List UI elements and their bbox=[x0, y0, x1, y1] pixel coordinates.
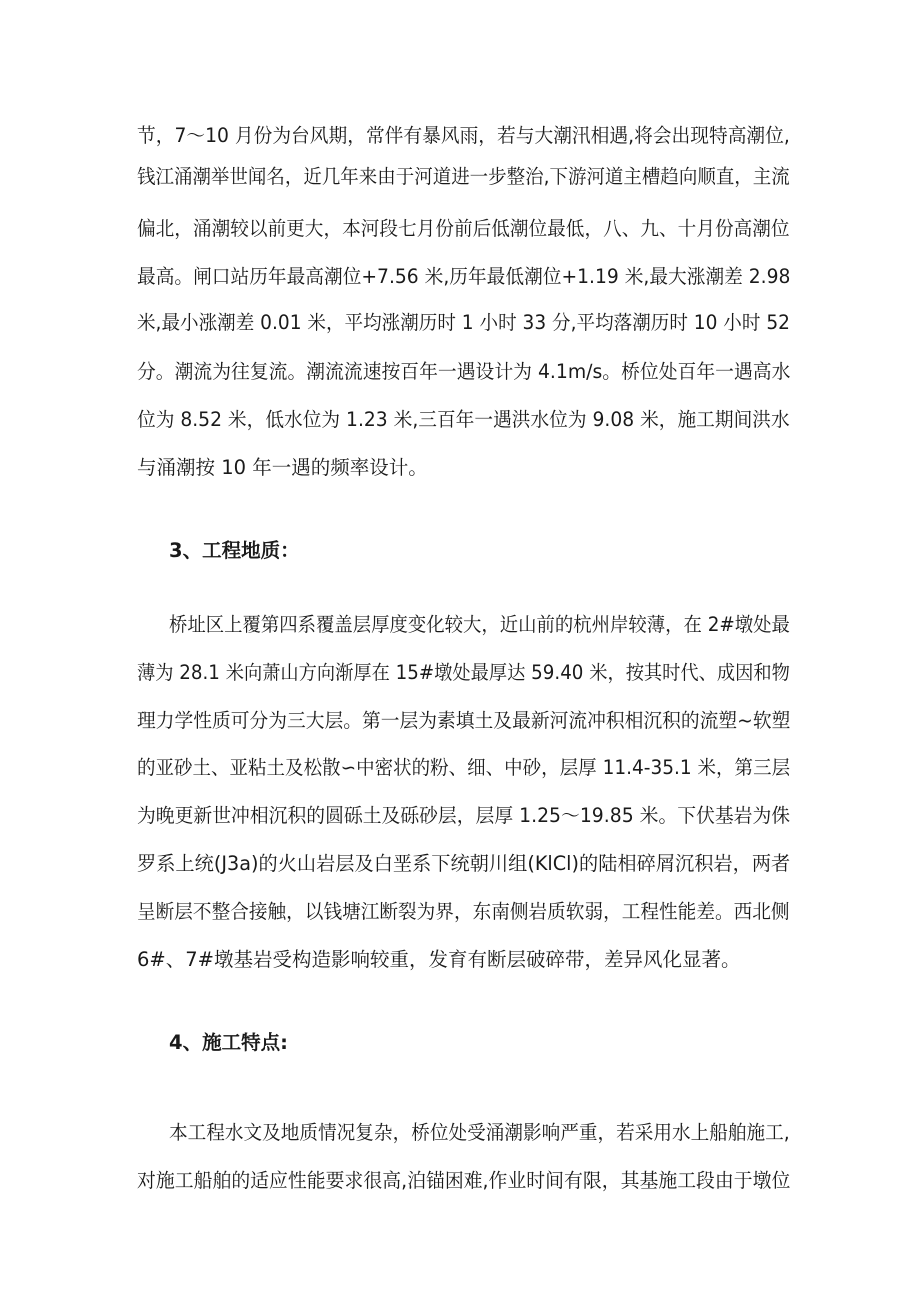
section-heading-construction: 4、施工特点: bbox=[169, 1031, 288, 1054]
text-line: 与涌潮按 10 年一遇的频率设计。 bbox=[137, 456, 428, 479]
text-line: 最高。闸口站历年最高潮位+7.56 米,历年最低潮位+1.19 米,最大涨潮差 2.98 bbox=[137, 265, 791, 288]
text-line: 钱江涌潮举世闻名，近几年来由于河道进一步整治,下游河道主槽趋向顺直，主流 bbox=[137, 165, 790, 188]
text-line: 位为 8.52 米，低水位为 1.23 米,三百年一遇洪水位为 9.08 米，施工期间洪水 bbox=[137, 408, 790, 431]
text-line: 为晚更新世冲相沉积的圆砾土及砾砂层，层厚 1.25～19.85 米。下伏基岩为侏 bbox=[137, 804, 791, 827]
text-line: 理力学性质可分为三大层。第一层为素填土及最新河流冲积相沉积的流塑~软塑 bbox=[137, 709, 791, 732]
section-heading-geology: 3、工程地质： bbox=[169, 539, 300, 562]
text-line: 呈断层不整合接触，以钱塘江断裂为界，东南侧岩质软弱，工程性能差。西北侧 bbox=[137, 900, 790, 923]
text-line: 6#、7#墩基岩受构造影响较重，发育有断层破碎带，差异风化显著。 bbox=[137, 948, 741, 971]
text-line: 薄为 28.1 米向萧山方向渐厚在 15#墩处最厚达 59.40 米，按其时代、成因和物 bbox=[137, 661, 790, 684]
text-line: 米,最小涨潮差 0.01 米，平均涨潮历时 1 小时 33 分,平均落潮历时 10 小时 52 bbox=[137, 311, 790, 334]
text-line: 本工程水文及地质情况复杂，桥位处受涌潮影响严重，若采用水上船舶施工, bbox=[169, 1121, 790, 1144]
text-line: 对施工船舶的适应性能要求很高,泊锚困难,作业时间有限，其基施工段由于墩位 bbox=[137, 1169, 791, 1192]
text-line: 桥址区上覆第四系覆盖层厚度变化较大，近山前的杭州岸较薄，在 2#墩处最 bbox=[169, 613, 790, 636]
text-line: 节，7～10 月份为台风期，常伴有暴风雨，若与大潮汛相遇,将会出现特高潮位, bbox=[137, 124, 790, 147]
text-line: 偏北，涌潮较以前更大，本河段七月份前后低潮位最低，八、九、十月份高潮位 bbox=[137, 217, 790, 240]
text-line: 的亚砂土、亚粘土及松散∽中密状的粉、细、中砂，层厚 11.4-35.1 米，第三层 bbox=[137, 756, 791, 779]
text-line: 分。潮流为往复流。潮流流速按百年一遇设计为 4.1m∕s。桥位处百年一遇高水 bbox=[137, 360, 791, 383]
text-line: 罗系上统(J3a)的火山岩层及白垩系下统朝川组(KlCl)的陆相碎屑沉积岩，两者 bbox=[137, 852, 791, 875]
